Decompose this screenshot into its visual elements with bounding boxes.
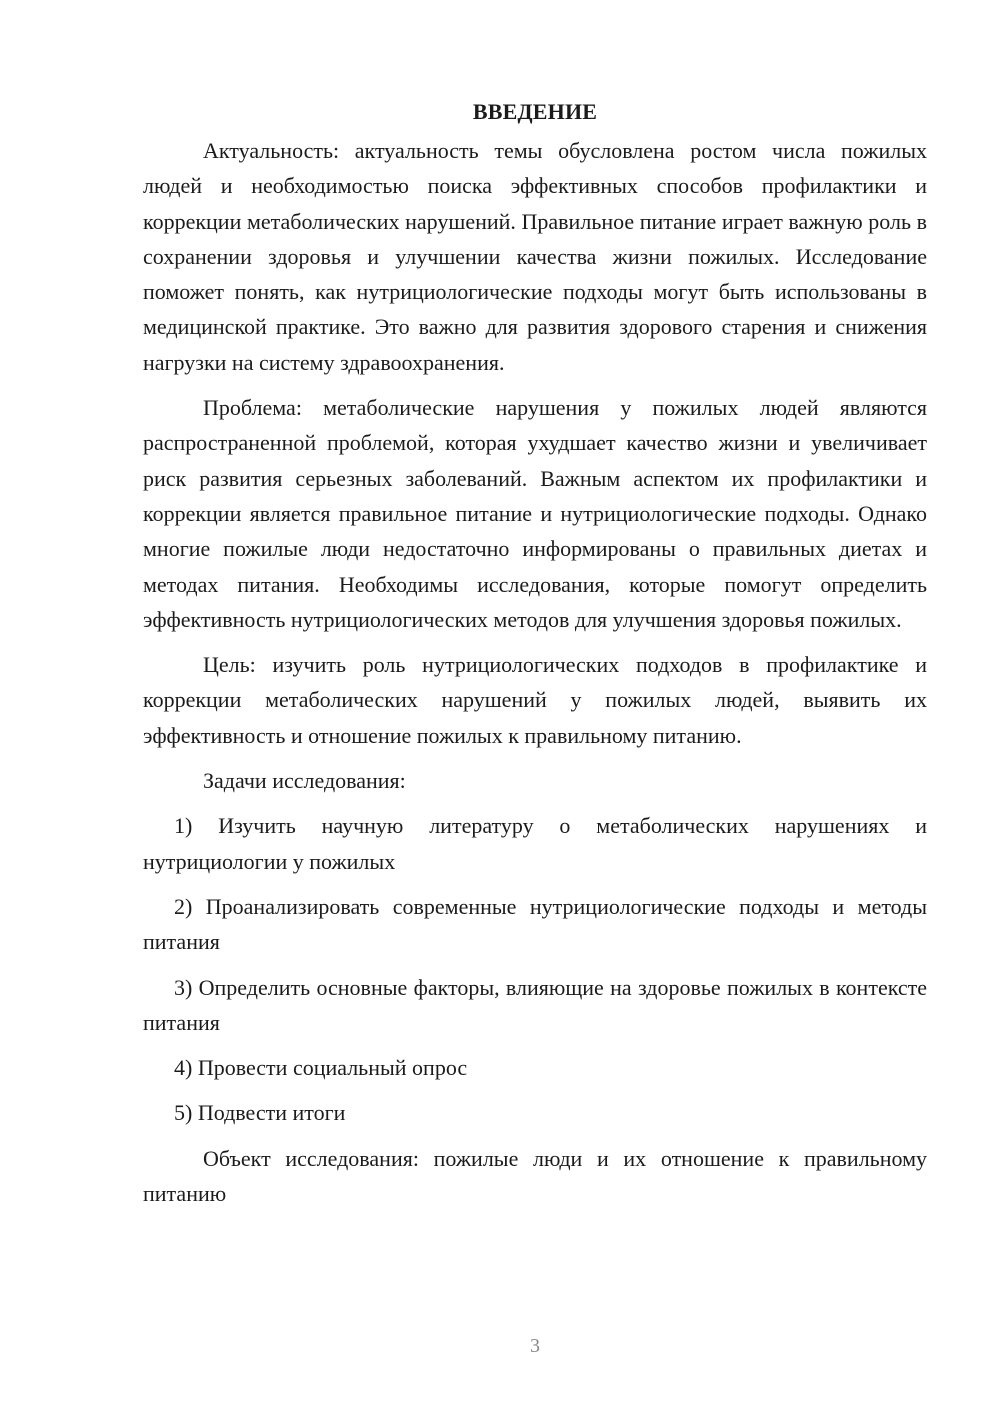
task-item-3: 3) Определить основные факторы, влияющие на здоровье пожилых в контексте питания bbox=[143, 974, 927, 1035]
task-item-5: 5) Подвести итоги bbox=[174, 1100, 346, 1126]
page-number: 3 bbox=[530, 1335, 540, 1357]
task-item-1: 1) Изучить научную литературу о метаболических нарушениях и нутрициологии у пожилых bbox=[143, 813, 927, 874]
object-paragraph: Объект исследования: пожилые люди и их отношение к правильному питанию bbox=[143, 1145, 927, 1207]
relevance-paragraph: Актуальность: актуальность темы обусловлена ростом числа пожилых людей и необходимостью поиска эффективных способов профилактики и коррекции метаболических нарушений. Правильное питание играет важную роль в сохранении здоровья и улучшении качества жизни пожилых. Исследование поможет понять, как нутрициологические подходы могут быть использованы в медицинской практике. Это важно для развития здорового старения и снижения нагрузки на систему здравоохранения. bbox=[143, 138, 927, 375]
goal-paragraph: Цель: изучить роль нутрициологических подходов в профилактике и коррекции метаболических нарушений у пожилых людей, выявить их эффективность и отношение пожилых к правильному питанию. bbox=[143, 652, 927, 748]
task-item-4: 4) Провести социальный опрос bbox=[174, 1055, 468, 1081]
tasks-heading: Задачи исследования: bbox=[203, 768, 406, 794]
task-item-2: 2) Проанализировать современные нутрициологические подходы и методы питания bbox=[143, 893, 927, 955]
problem-paragraph: Проблема: метаболические нарушения у пожилых людей являются распространенной проблемой, которая ухудшает качество жизни и увеличивает риск развития серьезных заболеваний. Важным аспектом их профилактики и коррекции является правильное питание и нутрициологические подходы. Однако многие пожилые люди недостаточно информированы о правильных диетах и методах питания. Необходимы исследования, которые помогут определить эффективность нутрициологических методов для улучшения здоровья пожилых. bbox=[143, 395, 927, 632]
text-body bbox=[143, 94, 927, 1221]
section-heading: ВВЕДЕНИЕ bbox=[472, 99, 598, 124]
